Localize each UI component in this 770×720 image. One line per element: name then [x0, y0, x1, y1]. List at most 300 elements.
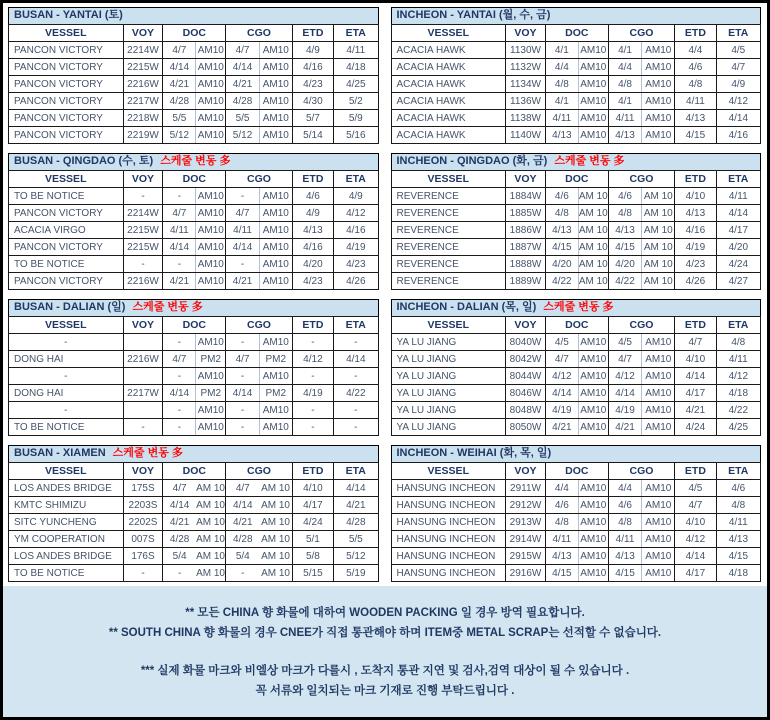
cell-vessel: - [9, 368, 124, 385]
cell-sub-date: 4/22 [545, 273, 578, 290]
table-row [9, 385, 379, 402]
cell-sub-time: PM2 [259, 385, 292, 402]
cell-sub-time: AM 10 [259, 497, 292, 514]
cell-vessel: REVERENCE [391, 256, 506, 273]
cell-sub-date: 4/7 [226, 351, 260, 368]
cell-sub-date: 4/11 [545, 110, 578, 127]
table-row [391, 205, 761, 222]
cell-sub-time: AM10 [259, 188, 292, 205]
cell-sub-date: 5/12 [226, 127, 260, 144]
cell-sub-date: - [226, 334, 260, 351]
table-row [9, 497, 379, 514]
cell-eta: 4/12 [334, 205, 378, 222]
cell-sub-time: AM10 [578, 402, 608, 419]
cell-vessel: HANSUNG INCHEON [391, 497, 506, 514]
column-header-vessel: VESSEL [9, 317, 124, 334]
cell-sub-date: 4/14 [163, 239, 196, 256]
table-row [391, 239, 761, 256]
schedule-table-incheon-weihai [391, 462, 762, 582]
cell-etd: 4/4 [675, 42, 716, 59]
cell-sub-date: 4/11 [163, 222, 196, 239]
schedule-change-notice: 스케줄 변동 多 [543, 301, 614, 313]
table-row [9, 368, 379, 385]
column-header-voy: VOY [123, 317, 163, 334]
cell-voy [123, 334, 163, 351]
schedule-section-incheon-yantai [391, 7, 762, 144]
cell-sub-date: 4/15 [545, 239, 578, 256]
cell-etd: 4/24 [675, 419, 716, 436]
table-row [9, 93, 379, 110]
cell-etd: 4/23 [292, 273, 333, 290]
table-row [391, 548, 761, 565]
cell-vessel: DONG HAI [9, 385, 124, 402]
cell-voy: 8046W [506, 385, 546, 402]
cell-sub-date: 4/15 [545, 565, 578, 582]
cell-vessel: HANSUNG INCHEON [391, 480, 506, 497]
column-header-voy: VOY [123, 463, 163, 480]
cell-sub-time: AM10 [578, 76, 608, 93]
section-title: INCHEON - DALIAN (목, 일) [396, 301, 537, 313]
header-row [391, 25, 761, 42]
cell-etd: 4/20 [292, 256, 333, 273]
cell-sub-date: 4/11 [545, 531, 578, 548]
schedule-section-incheon-weihai [391, 445, 762, 582]
header-row [391, 171, 761, 188]
cell-sub-date: 4/4 [608, 59, 642, 76]
column-header-voy: VOY [506, 317, 546, 334]
column-header-doc: DOC [163, 171, 226, 188]
cell-sub-date: 4/5 [545, 334, 578, 351]
cell-eta: - [334, 419, 378, 436]
cell-voy: 1888W [506, 256, 546, 273]
cell-sub-time: AM 10 [578, 273, 608, 290]
table-row [9, 256, 379, 273]
cell-etd: - [292, 334, 333, 351]
table-row [391, 59, 761, 76]
cell-sub-date: 4/15 [608, 565, 642, 582]
cell-sub-date: 4/8 [608, 514, 642, 531]
cell-sub-time: AM10 [196, 256, 226, 273]
column-header-eta: ETA [334, 317, 378, 334]
cell-sub-date: 5/12 [163, 127, 196, 144]
cell-sub-date: 4/12 [545, 368, 578, 385]
cell-sub-time: AM10 [642, 59, 675, 76]
column-header-cgo: CGO [226, 463, 292, 480]
cell-sub-date: 4/21 [226, 273, 260, 290]
cell-sub-time: AM10 [196, 222, 226, 239]
note-line: ** SOUTH CHINA 향 화물의 경우 CNEE가 직접 통관해야 하며 ITEM중 METAL SCRAP는 선적할 수 없습니다. [108, 626, 662, 639]
cell-eta: 4/22 [716, 402, 760, 419]
cell-vessel: HANSUNG INCHEON [391, 565, 506, 582]
cell-etd: 4/13 [292, 222, 333, 239]
table-row [9, 42, 379, 59]
cell-sub-date: - [226, 188, 260, 205]
cell-vessel: ACACIA HAWK [391, 59, 506, 76]
cell-eta: 4/19 [334, 239, 378, 256]
cell-voy: 2215W [123, 59, 163, 76]
cell-sub-date: 4/21 [163, 514, 196, 531]
column-header-doc: DOC [545, 317, 608, 334]
cell-sub-time: AM 10 [642, 256, 675, 273]
cell-sub-time: AM10 [642, 127, 675, 144]
cell-etd: 4/17 [675, 565, 716, 582]
cell-voy: 2202S [123, 514, 163, 531]
cell-voy: 8040W [506, 334, 546, 351]
table-row [391, 76, 761, 93]
cell-sub-time: AM 10 [642, 273, 675, 290]
cell-sub-date: 4/7 [163, 351, 196, 368]
cell-voy: - [123, 256, 163, 273]
cell-sub-date: 4/11 [608, 531, 642, 548]
cell-eta: 4/18 [716, 385, 760, 402]
cell-sub-time: AM 10 [578, 205, 608, 222]
cell-sub-date: 4/11 [226, 222, 260, 239]
cell-voy: 2217W [123, 385, 163, 402]
cell-etd: 5/7 [292, 110, 333, 127]
cell-sub-date: 4/4 [545, 59, 578, 76]
cell-eta: 4/17 [716, 222, 760, 239]
column-header-vessel: VESSEL [9, 25, 124, 42]
table-row [9, 127, 379, 144]
cell-eta: 4/28 [334, 514, 378, 531]
cell-eta: 4/16 [334, 222, 378, 239]
cell-sub-time: AM10 [578, 127, 608, 144]
cell-voy: 1887W [506, 239, 546, 256]
cell-etd: 4/23 [675, 256, 716, 273]
cell-eta: 5/2 [334, 93, 378, 110]
cell-vessel: REVERENCE [391, 188, 506, 205]
cell-sub-time: AM10 [259, 205, 292, 222]
cell-vessel: TO BE NOTICE [9, 256, 124, 273]
cell-sub-time: AM10 [642, 93, 675, 110]
cell-etd: - [292, 368, 333, 385]
table-row [9, 514, 379, 531]
cell-vessel: YA LU JIANG [391, 334, 506, 351]
cell-eta: 4/25 [334, 76, 378, 93]
cell-vessel: - [9, 402, 124, 419]
cell-etd: 5/1 [292, 531, 333, 548]
table-row [9, 205, 379, 222]
column-header-doc: DOC [545, 25, 608, 42]
table-row [9, 565, 379, 582]
section-title-bar [8, 153, 379, 171]
cell-vessel: YA LU JIANG [391, 402, 506, 419]
cell-sub-date: 4/1 [545, 42, 578, 59]
cell-sub-time: AM10 [578, 385, 608, 402]
cell-sub-time: AM10 [642, 531, 675, 548]
column-header-eta: ETA [716, 317, 760, 334]
cell-sub-date: 4/14 [545, 385, 578, 402]
cell-sub-date: 5/5 [163, 110, 196, 127]
header-row [9, 463, 379, 480]
cell-voy: - [123, 419, 163, 436]
table-row [9, 402, 379, 419]
cell-sub-time: AM10 [578, 42, 608, 59]
table-row [9, 188, 379, 205]
section-title: BUSAN - QINGDAO (수, 토) [14, 155, 154, 167]
cell-etd: 4/12 [292, 351, 333, 368]
cell-sub-date: - [226, 256, 260, 273]
header-row [391, 317, 761, 334]
column-header-etd: ETD [675, 317, 716, 334]
column-header-doc: DOC [545, 463, 608, 480]
cell-sub-time: AM 10 [196, 514, 226, 531]
cell-sub-date: 4/7 [163, 205, 196, 222]
cell-vessel: PANCON VICTORY [9, 42, 124, 59]
schedule-section-busan-qingdao [8, 153, 379, 290]
cell-sub-date: 4/19 [608, 402, 642, 419]
cell-eta: 4/8 [716, 334, 760, 351]
cell-etd: 4/6 [675, 59, 716, 76]
cell-sub-time: AM 10 [196, 497, 226, 514]
cell-vessel: YA LU JIANG [391, 351, 506, 368]
cell-eta: 4/11 [334, 42, 378, 59]
cell-sub-time: AM10 [259, 334, 292, 351]
section-title: INCHEON - YANTAI (월, 수, 금) [396, 9, 551, 21]
cell-etd: 4/19 [675, 239, 716, 256]
cell-vessel: PANCON VICTORY [9, 273, 124, 290]
cell-etd: 4/17 [675, 385, 716, 402]
cell-eta: 5/9 [334, 110, 378, 127]
cell-sub-date: 4/7 [226, 42, 260, 59]
column-header-cgo: CGO [608, 463, 674, 480]
cell-voy: 2219W [123, 127, 163, 144]
cell-voy: 8050W [506, 419, 546, 436]
cell-voy [123, 368, 163, 385]
cell-sub-time: AM10 [578, 497, 608, 514]
schedule-table-incheon-qingdao [391, 170, 762, 290]
cell-voy: 2915W [506, 548, 546, 565]
cell-sub-date: 4/8 [545, 205, 578, 222]
cell-voy: - [123, 188, 163, 205]
cell-vessel: HANSUNG INCHEON [391, 514, 506, 531]
table-row [9, 76, 379, 93]
cell-sub-date: 4/21 [608, 419, 642, 436]
cell-vessel: PANCON VICTORY [9, 76, 124, 93]
cell-eta: 4/14 [716, 205, 760, 222]
cell-sub-date: - [163, 419, 196, 436]
cell-sub-time: AM 10 [578, 222, 608, 239]
section-title: BUSAN - XIAMEN [14, 447, 106, 459]
cell-voy: 2214W [123, 42, 163, 59]
cell-sub-date: 4/14 [226, 59, 260, 76]
cell-sub-date: 4/4 [545, 480, 578, 497]
cell-voy: 8048W [506, 402, 546, 419]
table-row [391, 273, 761, 290]
section-title-bar [8, 445, 379, 463]
cell-eta: - [334, 368, 378, 385]
column-header-voy: VOY [506, 463, 546, 480]
cell-vessel: ACACIA HAWK [391, 127, 506, 144]
cell-sub-date: 4/20 [608, 256, 642, 273]
section-title: INCHEON - QINGDAO (화, 금) [396, 155, 548, 167]
cell-sub-date: 4/13 [545, 222, 578, 239]
cell-sub-date: 4/21 [163, 76, 196, 93]
cell-sub-date: 4/20 [545, 256, 578, 273]
cell-sub-time: AM10 [642, 402, 675, 419]
cell-sub-time: AM 10 [196, 548, 226, 565]
cell-sub-date: 4/14 [163, 385, 196, 402]
schedule-table-busan-dalian [8, 316, 379, 436]
cell-sub-time: AM10 [578, 565, 608, 582]
cell-vessel: KMTC SHIMIZU [9, 497, 124, 514]
cell-sub-date: 4/28 [163, 93, 196, 110]
cell-sub-date: 4/7 [163, 42, 196, 59]
cell-eta: - [334, 334, 378, 351]
cell-vessel: PANCON VICTORY [9, 93, 124, 110]
cell-sub-date: 4/14 [226, 239, 260, 256]
cell-sub-time: AM10 [259, 419, 292, 436]
cell-sub-time: AM10 [196, 273, 226, 290]
cell-sub-time: AM10 [259, 42, 292, 59]
section-title: BUSAN - YANTAI (토) [14, 9, 123, 21]
cell-voy: 1130W [506, 42, 546, 59]
column-header-cgo: CGO [226, 25, 292, 42]
cell-sub-time: AM10 [642, 497, 675, 514]
cell-eta: 4/8 [716, 497, 760, 514]
column-header-etd: ETD [292, 25, 333, 42]
column-header-doc: DOC [545, 171, 608, 188]
cell-sub-date: - [226, 565, 260, 582]
column-header-etd: ETD [675, 463, 716, 480]
tables-grid [3, 3, 767, 586]
cell-etd: 4/16 [675, 222, 716, 239]
cell-eta: 4/11 [716, 188, 760, 205]
cell-etd: 4/7 [675, 334, 716, 351]
cell-etd: 4/10 [675, 188, 716, 205]
cell-etd: 5/8 [292, 548, 333, 565]
cell-sub-time: PM2 [259, 351, 292, 368]
cell-sub-time: AM 10 [196, 565, 226, 582]
section-title: BUSAN - DALIAN (일) [14, 301, 126, 313]
table-row [391, 351, 761, 368]
cell-vessel: - [9, 334, 124, 351]
schedule-change-notice: 스케줄 변동 多 [112, 447, 183, 459]
schedule-section-busan-yantai [8, 7, 379, 144]
cell-sub-date: 4/8 [608, 205, 642, 222]
cell-sub-date: - [226, 402, 260, 419]
table-row [391, 480, 761, 497]
cell-etd: 4/11 [675, 93, 716, 110]
cell-sub-time: AM10 [259, 273, 292, 290]
cell-sub-time: AM10 [578, 480, 608, 497]
cell-sub-date: 4/7 [163, 480, 196, 497]
cell-voy: 2913W [506, 514, 546, 531]
note-spacer [3, 643, 767, 661]
table-row [9, 334, 379, 351]
cell-sub-time: AM 10 [259, 480, 292, 497]
table-row [391, 188, 761, 205]
cell-sub-date: 4/28 [226, 531, 260, 548]
cell-sub-date: - [163, 188, 196, 205]
cell-voy: 1886W [506, 222, 546, 239]
cell-sub-date: 4/14 [163, 59, 196, 76]
cell-eta: 4/14 [334, 480, 378, 497]
cell-eta: 4/6 [716, 480, 760, 497]
cell-etd: 4/14 [675, 548, 716, 565]
cell-etd: 4/16 [292, 239, 333, 256]
cell-vessel: YA LU JIANG [391, 385, 506, 402]
cell-etd: 4/26 [675, 273, 716, 290]
cell-sub-time: AM10 [196, 334, 226, 351]
cell-sub-time: AM 10 [578, 239, 608, 256]
table-row [391, 531, 761, 548]
cell-voy: 2216W [123, 76, 163, 93]
cell-sub-date: - [163, 368, 196, 385]
schedule-change-notice: 스케줄 변동 多 [132, 301, 203, 313]
cell-vessel: PANCON VICTORY [9, 127, 124, 144]
cell-sub-date: 4/8 [608, 76, 642, 93]
column-header-etd: ETD [292, 317, 333, 334]
section-title-bar [8, 7, 379, 25]
cell-etd: 4/17 [292, 497, 333, 514]
cell-vessel: PANCON VICTORY [9, 239, 124, 256]
cell-vessel: REVERENCE [391, 239, 506, 256]
section-title-bar [391, 153, 762, 171]
cell-voy: 1884W [506, 188, 546, 205]
cell-eta: 5/12 [334, 548, 378, 565]
cell-sub-time: AM10 [642, 565, 675, 582]
cell-sub-time: AM 10 [196, 531, 226, 548]
column-header-doc: DOC [163, 463, 226, 480]
cell-sub-time: AM10 [578, 548, 608, 565]
cell-eta: 4/14 [716, 110, 760, 127]
cell-voy: 2911W [506, 480, 546, 497]
cell-sub-date: 4/6 [545, 497, 578, 514]
cell-sub-time: AM10 [578, 334, 608, 351]
cell-sub-time: AM 10 [642, 239, 675, 256]
column-header-etd: ETD [292, 463, 333, 480]
cell-vessel: PANCON VICTORY [9, 110, 124, 127]
cell-voy: 1132W [506, 59, 546, 76]
table-row [391, 565, 761, 582]
cell-etd: 4/15 [675, 127, 716, 144]
cell-sub-time: AM10 [259, 256, 292, 273]
cell-sub-date: 4/21 [226, 76, 260, 93]
cell-sub-date: 4/22 [608, 273, 642, 290]
cell-sub-time: AM 10 [196, 480, 226, 497]
column-header-eta: ETA [334, 463, 378, 480]
cell-vessel: LOS ANDES BRIDGE [9, 548, 124, 565]
cell-etd: - [292, 402, 333, 419]
schedule-table-incheon-dalian [391, 316, 762, 436]
table-row [391, 42, 761, 59]
cell-sub-time: AM 10 [578, 256, 608, 273]
cell-vessel: YA LU JIANG [391, 419, 506, 436]
column-header-vessel: VESSEL [391, 463, 506, 480]
cell-voy: 2217W [123, 93, 163, 110]
cell-eta: 4/22 [334, 385, 378, 402]
cell-etd: 4/10 [675, 514, 716, 531]
cell-sub-date: 4/12 [608, 368, 642, 385]
cell-sub-time: AM10 [196, 127, 226, 144]
cell-sub-time: AM10 [578, 514, 608, 531]
cell-sub-date: 4/8 [545, 514, 578, 531]
cell-sub-date: 4/1 [608, 93, 642, 110]
table-row [391, 222, 761, 239]
cell-voy: - [123, 565, 163, 582]
table-row [9, 351, 379, 368]
column-header-cgo: CGO [608, 317, 674, 334]
cell-sub-date: 4/13 [608, 548, 642, 565]
cell-sub-date: 4/7 [545, 351, 578, 368]
cell-eta: 4/15 [716, 548, 760, 565]
cell-sub-time: PM2 [196, 385, 226, 402]
cell-sub-date: 4/5 [608, 334, 642, 351]
section-title-bar [391, 299, 762, 317]
cell-vessel: DONG HAI [9, 351, 124, 368]
cell-vessel: ACACIA VIRGO [9, 222, 124, 239]
